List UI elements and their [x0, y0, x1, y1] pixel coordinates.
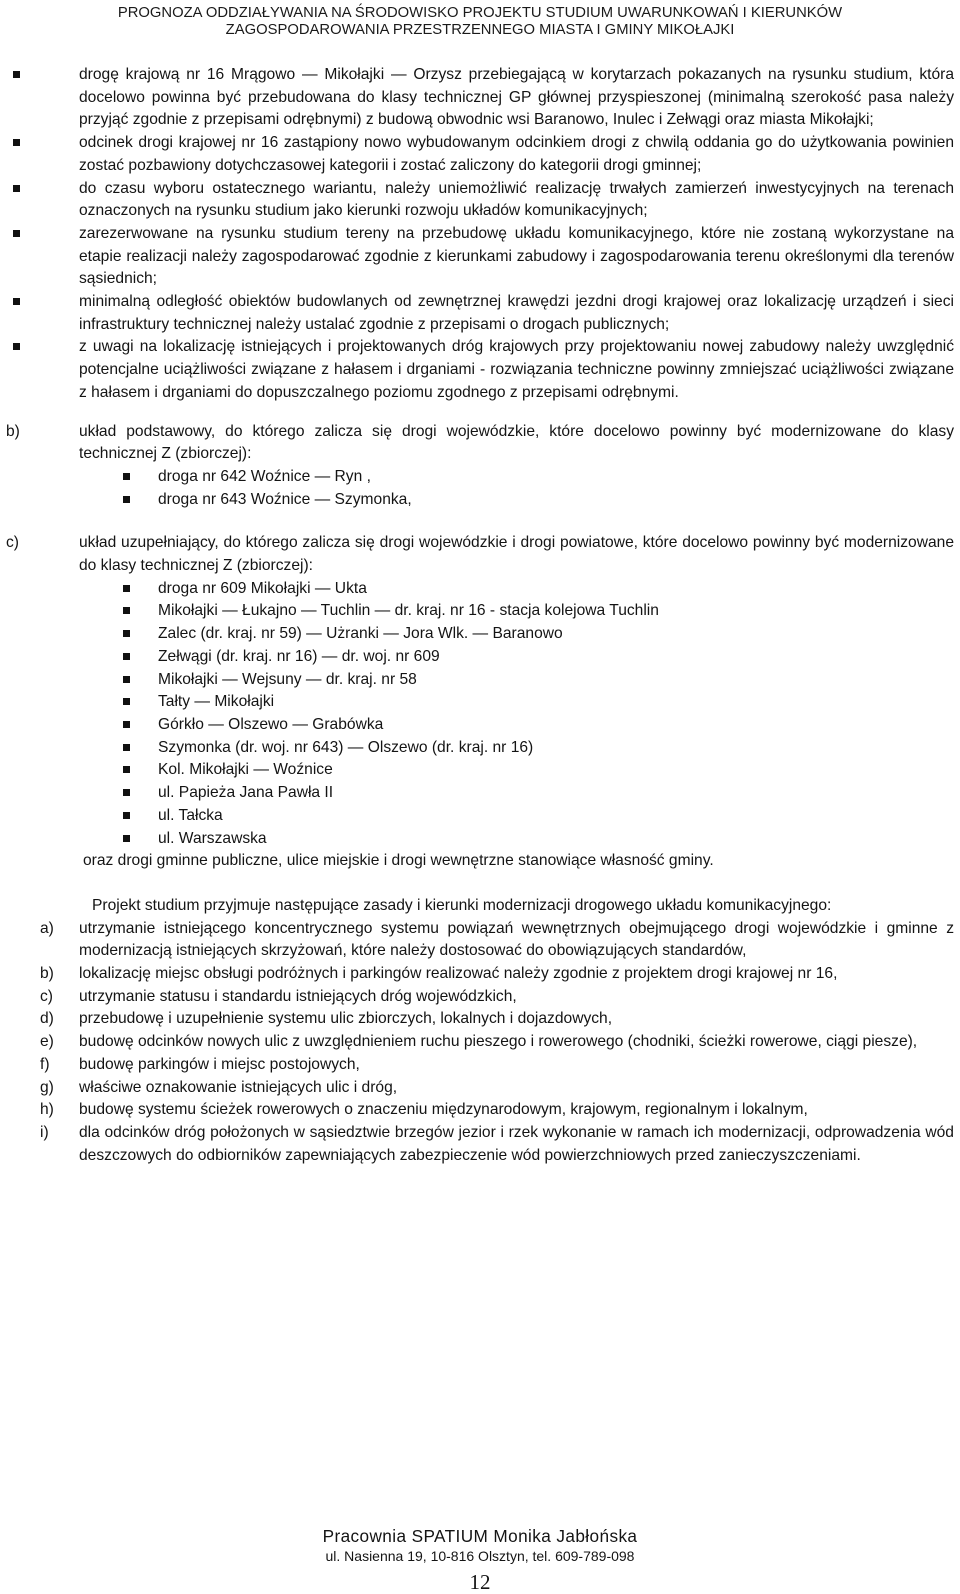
principle-item	[6, 1054, 954, 1077]
principle-item	[6, 1099, 954, 1122]
principle-item	[6, 918, 954, 963]
principle-label: f)	[40, 1055, 50, 1073]
principle-item	[6, 1077, 954, 1100]
section-b-text: układ podstawowy, do którego zalicza się drogi wojewódzkie, które docelowo powinny być modernizowane do klasy technicznej Z (zbiorczej):	[79, 422, 954, 463]
bullet-item: zarezerwowane na rysunku studium tereny na przebudowę układu komunikacyjnego, które nie zostaną wykorzystane na etapie realizacji należy zagospodarować zgodnie z kierunkami zabudowy i zagospodarowania terenu określonymi dla terenów sąsiednich;	[79, 223, 954, 291]
section-b-label: b)	[6, 422, 20, 440]
bullet-item: drogę krajową nr 16 Mrągowo — Mikołajki — Orzysz przebiegającą w korytarzach pokazanych na rysunku studium, która docelowo powinna być przebudowana do klasy technicznej GP głównej przyspieszonej (minimalną szerokość pasa należy przyjąć zgodnie z przepisami odrębnymi) z budową obwodnic wsi Baranowo, Inulec i Zełwągi oraz miasta Mikołajki;	[79, 64, 954, 132]
footer-company: Pracownia SPATIUM Monika Jabłońska	[322, 1526, 638, 1546]
header-line-1: PROGNOZA ODDZIAŁYWANIA NA ŚRODOWISKO PROJEKTU STUDIUM UWARUNKOWAŃ I KIERUNKÓW	[117, 5, 843, 21]
principle-item	[6, 986, 954, 1009]
principle-label: g)	[40, 1078, 54, 1096]
principle-item	[6, 1122, 954, 1167]
road-list-item: Mikołajki — Wejsuny — dr. kraj. nr 58	[158, 669, 954, 692]
section-c-text: układ uzupełniający, do którego zalicza się drogi wojewódzkie i drogi powiatowe, które docelowo powinny być modernizowane do klasy technicznej Z (zbiorczej):	[79, 534, 954, 575]
principle-text: budowę parkingów i miejsc postojowych,	[79, 1055, 360, 1073]
road-list-item: Tałty — Mikołajki	[158, 691, 954, 714]
principle-item	[6, 963, 954, 986]
road-list-item: ul. Tałcka	[158, 805, 954, 828]
page-footer	[0, 1526, 960, 1594]
road-list-item: Zalec (dr. kraj. nr 59) — Użranki — Jora Wlk. — Baranowo	[158, 623, 954, 646]
principle-label: d)	[40, 1010, 54, 1028]
principle-label: c)	[40, 987, 53, 1005]
page-number: 12	[469, 1570, 491, 1594]
road-list-item: ul. Warszawska	[158, 828, 954, 851]
section-c-label: c)	[6, 534, 19, 552]
road-list-item: Szymonka (dr. woj. nr 643) — Olszewo (dr. kraj. nr 16)	[158, 737, 954, 760]
section-c-road-list	[46, 578, 954, 850]
principle-text: przebudowę i uzupełnienie systemu ulic zbiorczych, lokalnych i dojazdowych,	[79, 1010, 613, 1028]
section-b	[6, 421, 954, 466]
bullet-item: do czasu wyboru ostatecznego wariantu, należy uniemożliwić realizację trwałych zamierzeń inwestycyjnych na terenach oznaczonych na rysunku studium jako kierunki rozwoju układów komunikacyjnych;	[79, 178, 954, 223]
principles-list	[6, 918, 954, 1168]
bullet-item: z uwagi na lokalizację istniejących i projektowanych dróg krajowych przy projektowaniu nowej zabudowy należy uwzględnić potencjalne uciążliwości związane z hałasem i drganiami - rozwiązania techniczne powinny zmniejszać uciążliwości związane z hałasem i drganiami do dopuszczalnego poziomu zgodnego z przepisami odrębnymi.	[79, 336, 954, 404]
principle-text: utrzymanie statusu i standardu istniejących dróg wojewódzkich,	[79, 987, 517, 1005]
road-list-item: droga nr 643 Woźnice — Szymonka,	[158, 489, 954, 512]
road-list-item: Górkło — Olszewo — Grabówka	[158, 714, 954, 737]
principles-intro: Projekt studium przyjmuje następujące zasady i kierunki modernizacji drogowego układu komunikacyjnego:	[92, 896, 832, 914]
principle-text: budowę systemu ścieżek rowerowych o znaczeniu międzynarodowym, krajowym, regionalnym i lokalnym,	[79, 1101, 808, 1119]
header-line-2: ZAGOSPODAROWANIA PRZESTRZENNEGO MIASTA I GMINY MIKOŁAJKI	[225, 22, 735, 38]
section-c-closing: oraz drogi gminne publiczne, ulice miejskie i drogi wewnętrzne stanowiące własność gminy.	[83, 852, 714, 870]
page-header	[0, 5, 960, 39]
principle-label: h)	[40, 1101, 54, 1119]
document-body	[6, 64, 954, 1167]
section-c	[6, 532, 954, 577]
road-list-item: droga nr 642 Woźnice — Ryn ,	[158, 466, 954, 489]
principle-label: e)	[40, 1033, 54, 1051]
road-list-item: droga nr 609 Mikołajki — Ukta	[158, 578, 954, 601]
road-list-item: Kol. Mikołajki — Woźnice	[158, 759, 954, 782]
road-list-item: Mikołajki — Łukajno — Tuchlin — dr. kraj. nr 16 - stacja kolejowa Tuchlin	[158, 600, 954, 623]
principle-label: b)	[40, 965, 54, 983]
principle-text: budowę odcinków nowych ulic z uwzględnieniem ruchu pieszego i rowerowego (chodniki, ścieżki rowerowe, ciągi piesze),	[79, 1033, 918, 1051]
principle-text: właściwe oznakowanie istniejących ulic i dróg,	[79, 1078, 398, 1096]
section-b-road-list	[46, 466, 954, 511]
principle-label: i)	[40, 1123, 49, 1141]
principle-text: dla odcinków dróg położonych w sąsiedztwie brzegów jezior i rzek wykonanie w ramach ich modernizacji, odprowadzenia wód deszczowych do odbiorników zapewniających zabezpieczenie wód powierzchniowych przed zanieczyszczeniami.	[79, 1123, 954, 1164]
road-list-item: Zełwągi (dr. kraj. nr 16) — dr. woj. nr 609	[158, 646, 954, 669]
road-list-item: ul. Papieża Jana Pawła II	[158, 782, 954, 805]
principle-text: utrzymanie istniejącego koncentrycznego systemu powiązań wewnętrznych obejmującego drogi wojewódzkie i gminne z modernizacją istniejących skrzyżowań, które należy dostosować do obowiązujących standardów,	[79, 919, 954, 960]
principle-item	[6, 1008, 954, 1031]
principle-text: lokalizację miejsc obsługi podróżnych i parkingów realizować należy zgodnie z projektem drogi krajowej nr 16,	[79, 965, 838, 983]
road-rules-bullet-list	[6, 64, 954, 405]
principle-label: a)	[40, 919, 54, 937]
bullet-item: odcinek drogi krajowej nr 16 zastąpiony nowo wybudowanym odcinkiem drogi z chwilą oddania go do użytkowania powinien zostać pozbawiony dotychczasowej kategorii i zostać zaliczony do kategorii drogi gminnej;	[79, 132, 954, 177]
principle-item	[6, 1031, 954, 1054]
footer-address: ul. Nasienna 19, 10-816 Olsztyn, tel. 609-789-098	[325, 1548, 635, 1564]
bullet-item: minimalną odległość obiektów budowlanych od zewnętrznej krawędzi jezdni drogi krajowej oraz lokalizację urządzeń i sieci infrastruktury technicznej należy ustalać zgodnie z przepisami o drogach publicznych;	[79, 291, 954, 336]
